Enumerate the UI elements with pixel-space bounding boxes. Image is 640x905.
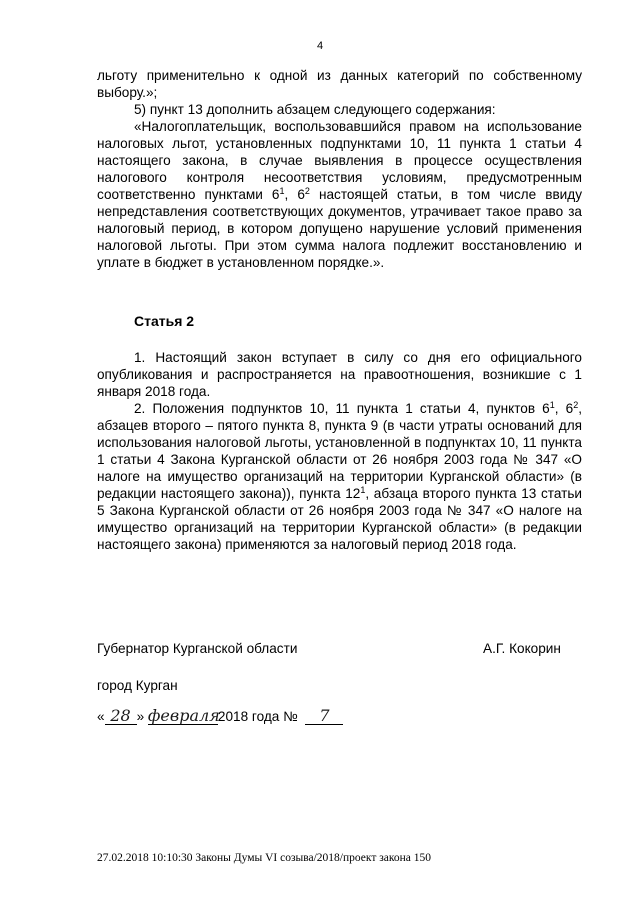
paragraph-quoted-amendment: «Налогоплательщик, воспользовавшийся правом на использование налоговых льгот, установленных подпунктами 10, 11 пункта 1 статьи 4 настоящего закона, в случае выявления в процессе осуществления налогового контроля несоответствия условиям, предусмотренным соответственно пунктами $6^1$, $6^2$ настоящей статьи, в том числе ввиду непредставления соответствующих документов, утрачивает такое право за налоговый период, в котором допущено нарушение условий применения налоговой льготы. При этом сумма налога подлежит восстановлению и уплате в бюджет в установленном порядке.». bbox=[97, 119, 582, 270]
signing-date-line: « 28 » февраля2018 года № 7 bbox=[97, 708, 343, 725]
signatory-name: А.Г. Кокорин bbox=[483, 641, 561, 656]
superscript: 2 bbox=[573, 400, 579, 410]
paragraph-continuation: льготу применительно к одной из данных категорий по собственному выбору.»; bbox=[97, 68, 582, 100]
paragraph-item-5: 5) пункт 13 дополнить абзацем следующего содержания: bbox=[134, 102, 496, 117]
article-title: Статья 2 bbox=[134, 313, 195, 329]
superscript: 2 bbox=[304, 186, 310, 196]
article-paragraph-1: 1. Настоящий закон вступает в силу со дня его официального опубликования и распространяется на правоотношения, возникшие с 1 января 2018 года. bbox=[97, 350, 582, 399]
superscript: 1 bbox=[279, 186, 285, 196]
handwritten-month: февраля bbox=[147, 706, 220, 725]
article-text bbox=[97, 349, 582, 553]
handwritten-day: 28 bbox=[105, 708, 137, 725]
page-number: 4 bbox=[316, 40, 324, 52]
document-footer: 27.02.2018 10:10:30 Законы Думы VI созыва/2018/проект закона 150 bbox=[97, 852, 432, 864]
signatory-position: Губернатор Курганской области bbox=[97, 641, 298, 656]
amendment-text bbox=[97, 67, 582, 271]
article-paragraph-2: 2. Положения подпунктов 10, 11 пункта 1 статьи 4, пунктов $6^1$, $6^2$, абзацев второго – пятого пункта 8, пункта 9 (в части утраты оснований для использования налоговой льготы, установленной в подпунктах 10, 11 пункта 1 статьи 4 Закона Курганской области от 26 ноября 2003 года № 347 «О налоге на имущество организаций на территории Курганской области» (в редакции настоящего закона)), пункта $12^1$, абзаца второго пункта 13 статьи 5 Закона Курганской области от 26 ноября 2003 года № 347 «О налоге на имущество организаций на территории Курганской области» (в редакции настоящего закона) применяются за налоговый период 2018 года. bbox=[97, 400, 583, 552]
handwritten-law-number: 7 bbox=[305, 708, 343, 725]
superscript: 1 bbox=[549, 400, 555, 410]
place-of-signing: город Курган bbox=[97, 678, 178, 693]
superscript: 1 bbox=[360, 485, 366, 495]
